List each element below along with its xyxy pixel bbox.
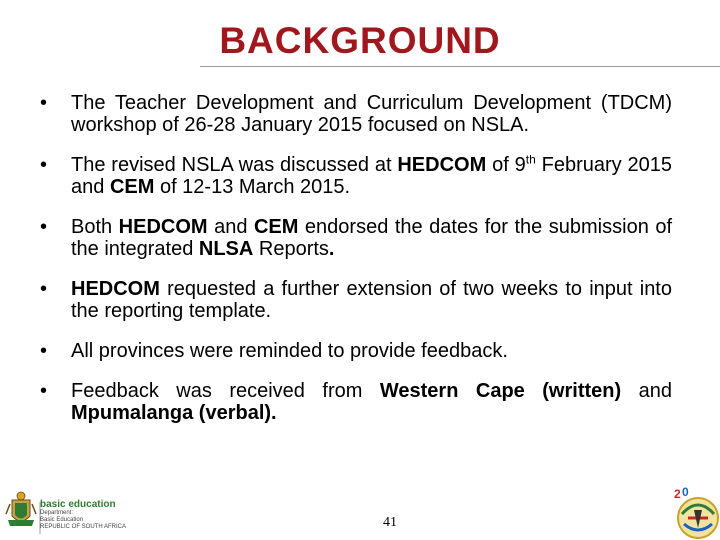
bullet-dot-icon: •: [40, 154, 48, 176]
slide-title: BACKGROUND: [219, 20, 501, 61]
bold-text: NLSA: [198, 238, 254, 260]
page-number: 41: [383, 515, 397, 530]
bullet-item: [40, 278, 672, 322]
bullet-text: The Teacher Development and Curriculum Development (TDCM) workshop of 26-28 January 2015 focused on NSLA.: [71, 92, 672, 136]
bullet-text: Feedback was received from: [71, 380, 380, 402]
bullet-text: of 12-13 March 2015.: [154, 176, 351, 198]
bullet-dot-icon: •: [40, 92, 48, 114]
bullet-text: and: [207, 216, 254, 238]
bullet-item: [40, 380, 672, 424]
bold-text: HEDCOM: [118, 216, 208, 238]
bullet-text: endorsed the dates for the submission of the integrated: [71, 216, 673, 260]
bullet-text: All provinces were reminded to provide feedback.: [71, 340, 508, 362]
bullet-item: [40, 92, 672, 136]
bold-text: HEDCOM: [397, 154, 487, 176]
bullet-item: [40, 340, 672, 362]
bullet-text: February 2015 and: [71, 154, 673, 198]
bold-text: Mpumalanga (verbal).: [71, 402, 277, 424]
bullet-list: [40, 92, 672, 442]
anniversary-badge-icon: [668, 484, 720, 540]
bold-text: HEDCOM: [71, 278, 160, 300]
logo-line-1: Department:: [40, 510, 74, 516]
department-logo-text: [40, 499, 126, 531]
bullet-text: The revised NSLA was discussed at: [71, 154, 398, 176]
bold-text: Western Cape (written): [379, 380, 622, 402]
bold-text: CEM: [109, 176, 155, 198]
bullet-text: Reports: [253, 238, 329, 260]
bullet-text: requested a further extension of two weeks to input into the reporting template.: [71, 278, 672, 322]
bullet-text: Both: [71, 216, 119, 238]
logo-brand: basic education: [40, 499, 116, 510]
bold-text: CEM: [253, 216, 299, 238]
bullet-dot-icon: •: [40, 216, 48, 238]
title-divider: [200, 66, 720, 67]
bold-text: .: [328, 238, 335, 260]
superscript-text: th: [525, 152, 536, 167]
svg-text:0: 0: [682, 485, 689, 499]
bullet-item: [40, 154, 672, 198]
logo-line-2: Basic Education: [40, 517, 84, 523]
bullet-dot-icon: •: [40, 380, 48, 402]
svg-text:2: 2: [674, 487, 681, 501]
bullet-text: of 9: [486, 154, 526, 176]
bullet-text: and: [621, 380, 672, 402]
logo-line-3: REPUBLIC OF SOUTH AFRICA: [40, 524, 127, 530]
bullet-item: [40, 216, 672, 260]
bullet-dot-icon: •: [40, 278, 48, 300]
bullet-dot-icon: •: [40, 340, 48, 362]
